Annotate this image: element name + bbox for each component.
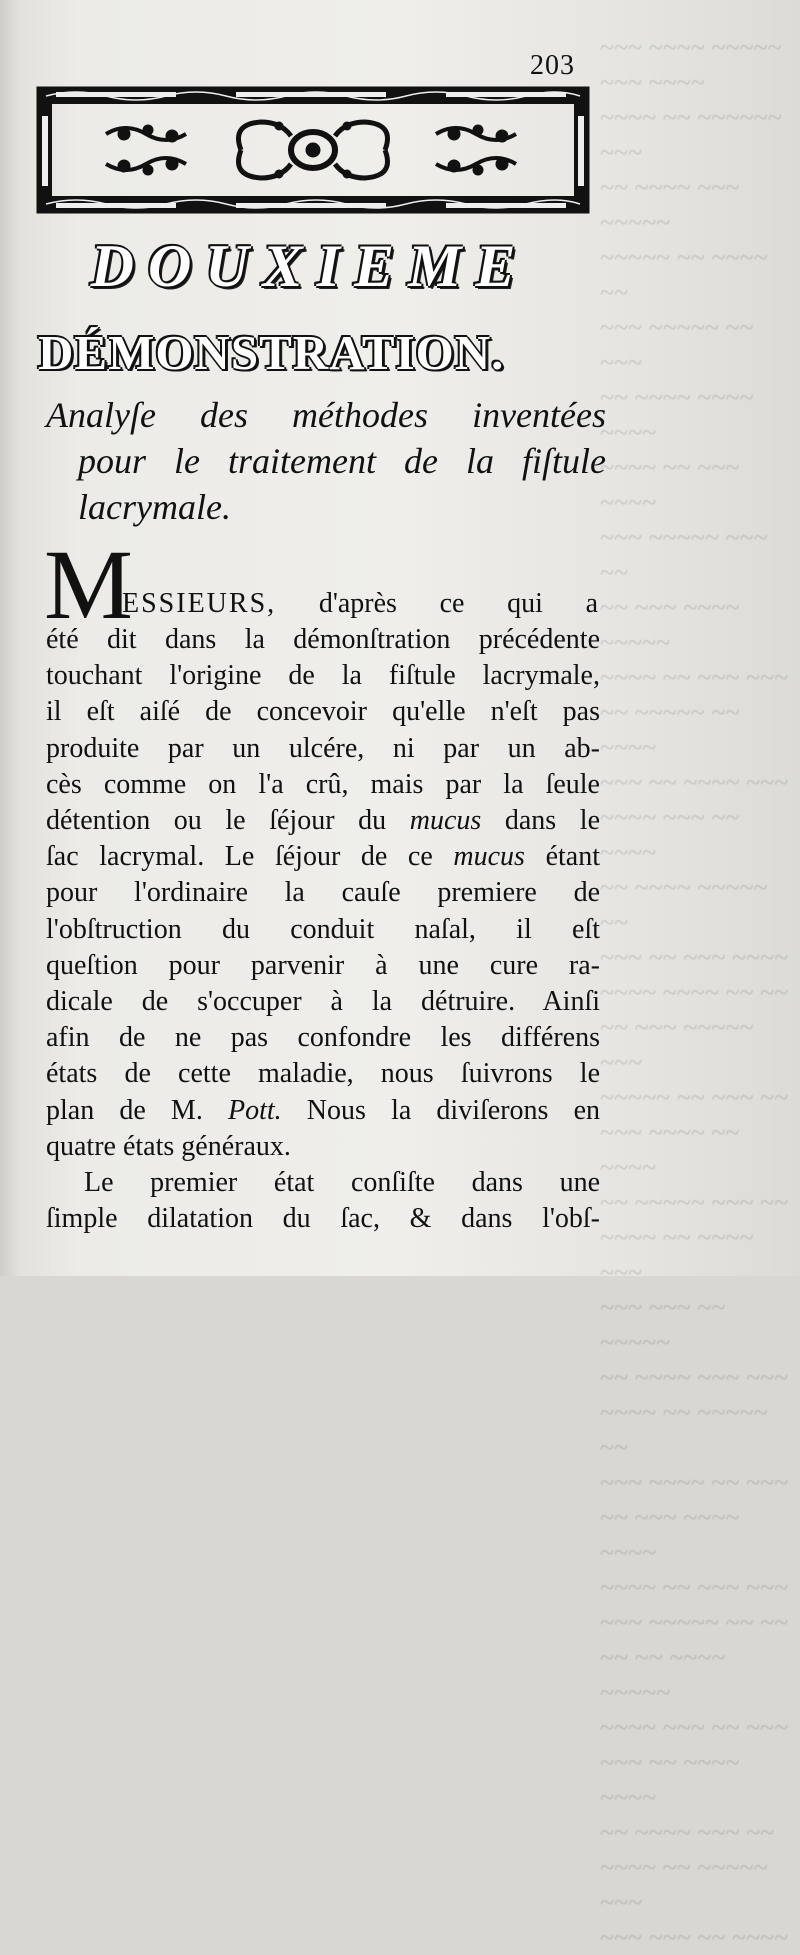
subtitle-line: lacrymale. xyxy=(78,487,231,527)
body-line: afin de ne pas confondre les différens xyxy=(46,1022,600,1054)
body-line: produite par un ulcére, ni par un ab- xyxy=(46,732,600,764)
body-line: pour l'ordinaire la cauſe premiere de xyxy=(46,877,600,909)
italic-term: mucus xyxy=(409,805,482,837)
body-line xyxy=(46,1093,600,1129)
body-line: quatre états généraux. xyxy=(46,1130,291,1162)
page-number: 203 xyxy=(530,50,575,81)
body-line: touchant l'origine de la fiſtule lacrymale, xyxy=(46,660,600,692)
opening-line-rest: d'après ce qui a xyxy=(318,588,599,619)
body-line: Le premier état conſiſte dans une xyxy=(84,1167,600,1199)
subtitle-line: pour le traitement de la fiſtule xyxy=(78,441,606,481)
opening-word: ESSIEURS, xyxy=(122,588,277,619)
body-line: été dit dans la démonſtration précédente xyxy=(46,624,600,655)
body-text-run: étant xyxy=(524,841,600,873)
heading-demonstration: DÉMONSTRATION. xyxy=(38,325,505,380)
chapter-subtitle xyxy=(46,392,606,530)
body-line: il eſt aiſé de concevoir qu'elle n'eſt pas xyxy=(46,696,600,728)
italic-term: Pott. xyxy=(227,1094,282,1126)
subtitle-line: Analyſe des méthodes inventées xyxy=(46,395,606,435)
body-line: états de cette maladie, nous ſuivrons le xyxy=(46,1058,600,1090)
body-text-run: détention ou le ſéjour du xyxy=(46,805,410,837)
body-line xyxy=(46,803,600,839)
body-text-run: ſac lacrymal. Le ſéjour de ce xyxy=(46,841,454,873)
body-line: l'obſtruction du conduit naſal, il eſt xyxy=(46,913,600,945)
body-text-run: Nous la diviſerons en xyxy=(281,1094,600,1126)
body-line: queſtion pour parvenir à une cure ra- xyxy=(46,949,600,981)
decorative-headpiece xyxy=(36,86,590,214)
body-text xyxy=(46,622,600,1237)
show-through-text: ~~~ ~~~~ ~~~~~ ~~~ ~~~~ ~~~~ ~~ ~~~~~~ ~~~ ~~ ~~~~ ~~~ ~~~~~ ~~~~~ ~~ ~~~~ ~~ ~~~ ~~~~~ ~~ ~~~ ~~ ~~~~ ~~~~ ~~~~ ~~~~ ~~ ~~~ ~~~~ ~~~ ~~~~~ ~~~ ~~ ~~ ~~~ ~~~~ ~~~~~ ~~~~ ~~ ~~~ ~~~ ~~ ~~~~~ ~~ ~~~~ ~~~ ~~ ~~~~ ~~~ ~~~~ ~~~ ~~ ~~~~ ~~ ~~~~ ~~~~~ ~~ ~~~ ~~ ~~~ ~~~~ ~~~~ ~~~~ ~~ ~~ ~~ ~~~ ~~~~~ ~~~ ~~~~~ ~~ ~~~ ~~ ~~~ ~~~~ ~~ ~~~~ ~~ ~~~~~ ~~~ ~~ ~~~~ ~~ ~~~~ ~~~ ~~~ ~~~ ~~ ~~~~~ ~~ ~~~~ ~~~ ~~~ ~~~~ ~~ ~~~~~ ~~ ~~~ ~~~~ ~~ ~~~ ~~ ~~~ ~~~~ ~~~~ ~~~~ ~~ ~~~ ~~~ ~~~ ~~~~~ ~~ ~~ ~~ ~~ ~~~~ ~~~~~ ~~~~ ~~~ ~~ ~~~ ~~~ ~~ ~~~~ ~~~~ ~~ ~~~~ ~~~ ~~ ~~~~ ~~ ~~~~~ ~~~ ~~~ ~~~ ~~ ~~~~ xyxy=(600,33,789,1952)
body-line xyxy=(46,839,600,875)
body-line: dicale de s'occuper à la détruire. Ainſi xyxy=(46,986,600,1018)
body-line: cès comme on l'a crû, mais par la ſeule xyxy=(46,768,600,800)
heading-douxieme: DOUXIEME xyxy=(90,233,530,299)
body-text-run: plan de M. xyxy=(46,1094,228,1126)
opening-line xyxy=(122,586,598,622)
italic-term: mucus xyxy=(453,841,525,873)
drop-cap: M xyxy=(44,529,133,640)
body-line: ſimple dilatation du ſac, & dans l'obſ- xyxy=(46,1203,600,1235)
body-text-run: dans le xyxy=(481,805,600,837)
